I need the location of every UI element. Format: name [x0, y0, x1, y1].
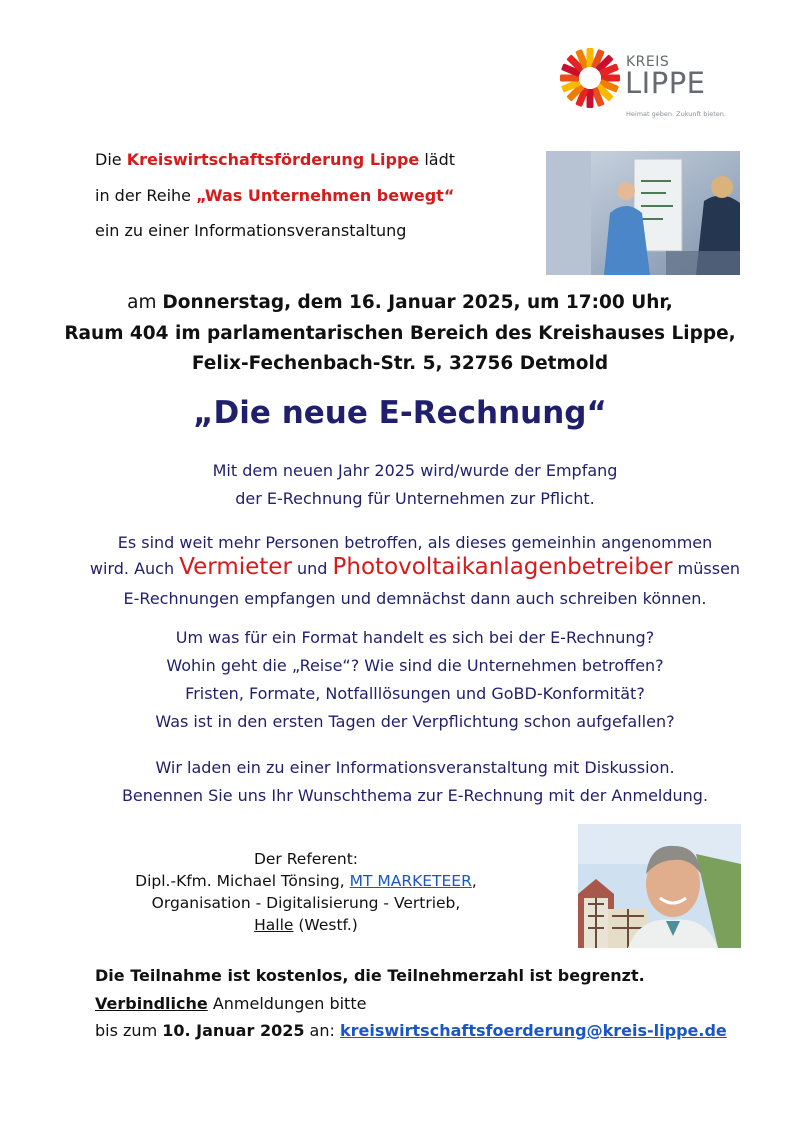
referent-city-suffix: (Westf.)	[293, 916, 358, 934]
logo-claim: Heimat geben. Zukunft bieten.	[626, 110, 726, 118]
intro-text: lädt	[419, 150, 456, 169]
event-address: Felix-Fechenbach-Str. 5, 32756 Detmold	[191, 353, 609, 374]
para1-line-2: der E-Rechnung für Unternehmen zur Pflicht.	[235, 489, 595, 508]
intro-text: in der Reihe	[95, 186, 197, 205]
intro-line-2	[95, 186, 454, 206]
event-room: Raum 404 im parlamentarischen Bereich des Kreishauses Lippe,	[64, 323, 736, 344]
invite-line-2: Benennen Sie uns Ihr Wunschthema zur E-Rechnung mit der Anmeldung.	[121, 786, 709, 805]
registration-email-link[interactable]: kreiswirtschaftsfoerderung@kreis-lippe.de	[339, 1021, 727, 1040]
footer-text: bis zum	[95, 1021, 163, 1040]
question-4: Was ist in den ersten Tagen der Verpflichtung schon aufgefallen?	[155, 712, 675, 731]
referent-city-name: Halle	[254, 916, 294, 934]
footer-text: Anmeldungen bitte	[207, 994, 367, 1013]
event-title: „Die neue E-Rechnung“	[193, 395, 607, 431]
question-2: Wohin geht die „Reise“? Wie sind die Unternehmen betroffen?	[166, 656, 664, 675]
question-3: Fristen, Formate, Notfalllösungen und GoBD-Konformität?	[185, 684, 645, 703]
para2-text: wird. Auch	[89, 559, 180, 578]
referent-name	[100, 870, 512, 892]
speaker-portrait	[578, 824, 741, 948]
marketeer-link[interactable]: MT MARKETEER	[349, 872, 472, 890]
organizer-name: Kreiswirtschaftsförderung Lippe	[126, 150, 420, 169]
question-1: Um was für ein Format handelt es sich bei der E-Rechnung?	[175, 628, 655, 647]
footer-line-1: Die Teilnahme ist kostenlos, die Teilnehmerzahl ist begrenzt.	[95, 966, 645, 985]
logo-lippe-text: LIPPE	[625, 66, 706, 100]
registration-deadline: 10. Januar 2025	[162, 1021, 305, 1040]
intro-line-1	[95, 150, 455, 170]
footer-text: an:	[304, 1021, 340, 1040]
para2-line-2	[0, 553, 800, 583]
intro-line-3: ein zu einer Informationsveranstaltung	[95, 221, 407, 240]
event-date-prefix: am	[127, 292, 163, 313]
referent-role: Organisation - Digitalisierung - Vertrieb,	[151, 894, 461, 912]
invite-line-1: Wir laden ein zu einer Informationsveranstaltung mit Diskussion.	[155, 758, 675, 777]
footer-line-2	[95, 990, 366, 1018]
para2-line-1: Es sind weit mehr Personen betroffen, als dieses gemeinhin angenommen	[117, 533, 713, 552]
logo-sunburst-icon	[558, 46, 622, 110]
kreis-lippe-logo	[558, 42, 726, 122]
series-name: „Was Unternehmen bewegt“	[196, 186, 455, 205]
para1-line-1: Mit dem neuen Jahr 2025 wird/wurde der Empfang	[212, 461, 618, 480]
highlight-photovoltaik: Photovoltaikanlagenbetreiber	[332, 554, 673, 580]
para2-text: müssen	[672, 559, 741, 578]
referent-city	[100, 914, 512, 936]
meeting-photo	[546, 151, 740, 275]
referent-heading: Der Referent:	[253, 850, 359, 868]
event-date	[0, 291, 800, 315]
logo-kreis-text: KREIS	[626, 54, 670, 70]
para2-line-3: E-Rechnungen empfangen und demnächst dann auch schreiben können.	[123, 589, 707, 608]
referent-name-text: Dipl.-Kfm. Michael Tönsing,	[135, 872, 350, 890]
footer-line-3	[95, 1017, 727, 1045]
para2-text: und	[291, 559, 333, 578]
intro-text: Die	[95, 150, 127, 169]
footer-binding: Verbindliche	[95, 994, 208, 1013]
highlight-vermieter: Vermieter	[179, 554, 292, 580]
referent-name-text: ,	[471, 872, 477, 890]
event-date-value: Donnerstag, dem 16. Januar 2025, um 17:00 Uhr,	[162, 292, 673, 313]
